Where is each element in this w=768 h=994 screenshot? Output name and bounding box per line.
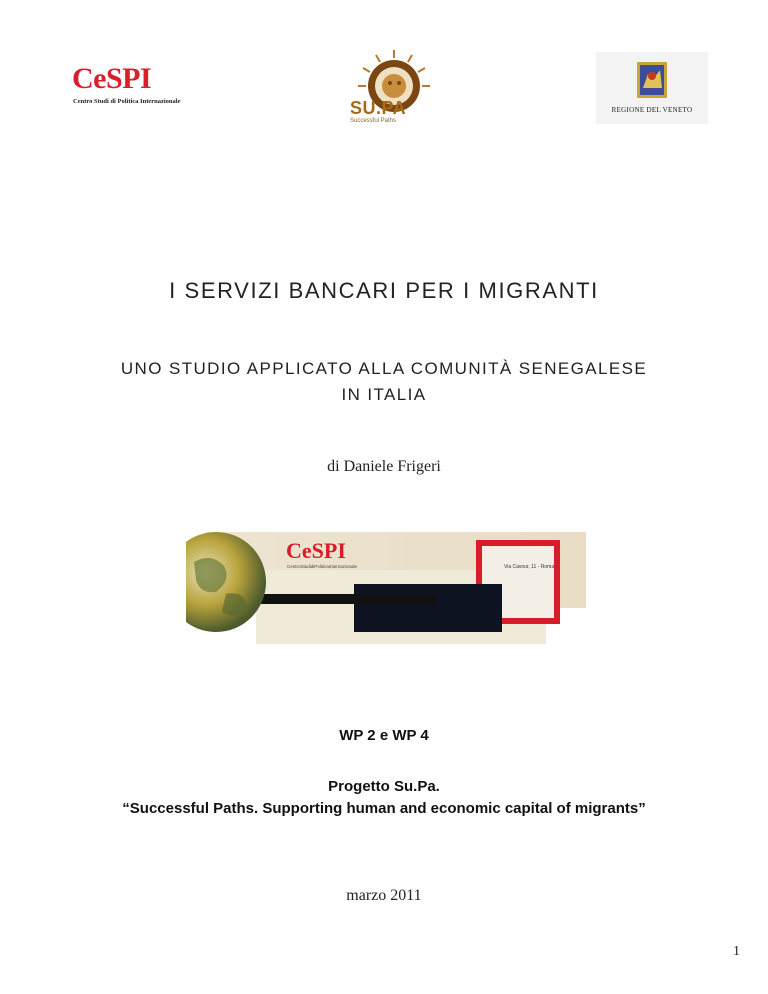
cespi-banner-image [186, 532, 586, 644]
document-subtitle [0, 356, 768, 408]
cespi-logo [72, 62, 190, 110]
page-number: 1 [733, 944, 740, 959]
banner-brand: CeSPI [286, 538, 346, 563]
project-name: Progetto Su.Pa. [328, 778, 440, 795]
regione-veneto-text: REGIONE DEL VENETO [611, 106, 693, 114]
cespi-logo-subtitle: Centro Studi di Politica Internazionale [73, 98, 181, 105]
project-full-title: “Successful Paths. Supporting human and economic capital of migrants” [122, 800, 646, 817]
banner-graphic [186, 532, 586, 644]
supa-logo-subtitle: Successful Paths [350, 118, 397, 124]
work-packages: WP 2 e WP 4 [339, 727, 429, 744]
project-info [0, 776, 768, 820]
publication-date: marzo 2011 [346, 887, 422, 904]
author: di Daniele Frigeri [327, 458, 441, 475]
document-subtitle-line1: UNO STUDIO APPLICATO ALLA COMUNITÀ SENEGALESE [120, 359, 648, 378]
document-title: I SERVIZI BANCARI PER I MIGRANTI [169, 278, 599, 303]
lion-crest-icon [596, 52, 708, 106]
cespi-logo-text: CeSPI [72, 62, 152, 95]
supa-logo-text: SU.PA [350, 98, 407, 118]
supa-logo [342, 48, 442, 128]
document-subtitle-line2: IN ITALIA [341, 385, 427, 404]
banner-subtitle: CentroStudidiPoliticaInternazionale [287, 564, 358, 569]
banner-address: Via Cavour, 11 - Roma [504, 564, 555, 570]
regione-veneto-logo [596, 52, 708, 124]
